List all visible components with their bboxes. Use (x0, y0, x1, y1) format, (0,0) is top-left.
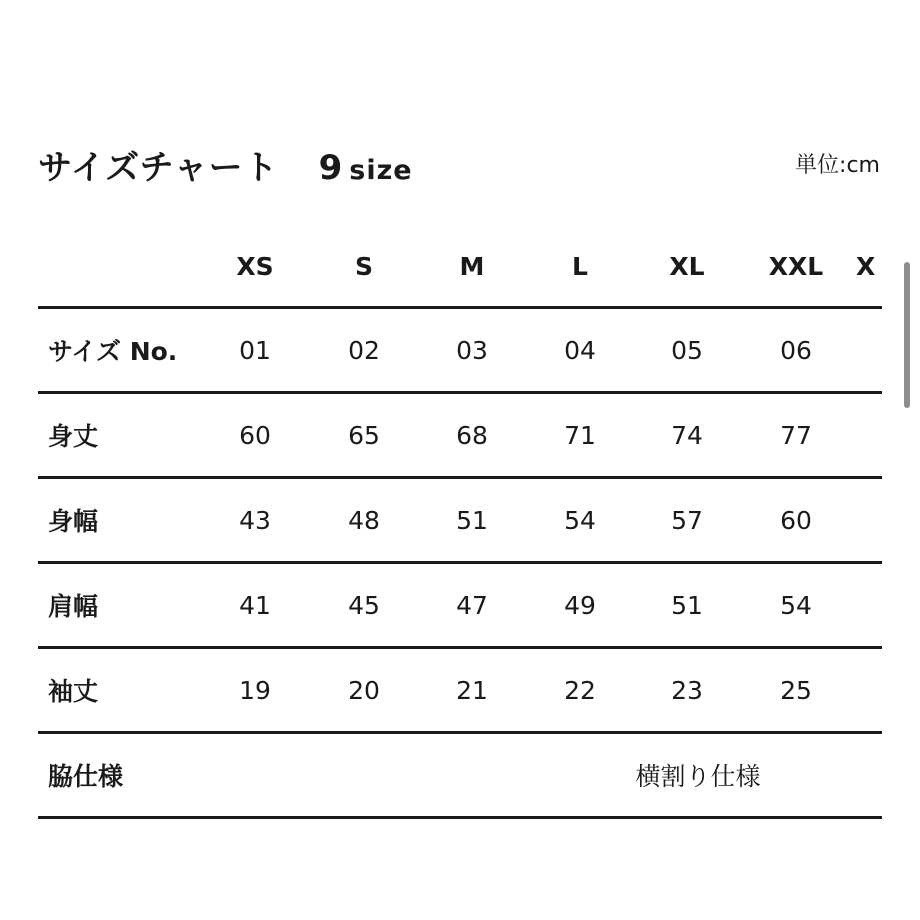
table-header-row (38, 226, 882, 309)
table-cell: 60 (780, 505, 812, 535)
table-cell: 03 (456, 335, 488, 365)
table-cell: 77 (780, 420, 812, 450)
size-header-xxl: XXL (768, 251, 824, 281)
table-cell: 01 (239, 335, 271, 365)
table-cell: 65 (348, 420, 380, 450)
size-count-word: size (349, 155, 413, 186)
size-chart-table (38, 226, 882, 819)
row-label: 脇仕様 (48, 762, 124, 791)
table-cell: 43 (239, 505, 271, 535)
size-header-xl: XL (669, 251, 705, 281)
side-seam-value: 横割り仕様 (635, 762, 761, 791)
table-cell: 25 (780, 675, 812, 705)
table-cell: 54 (564, 505, 596, 535)
table-cell: 49 (564, 590, 596, 620)
table-cell: 48 (348, 505, 380, 535)
table-cell: 51 (671, 590, 703, 620)
row-label: 袖丈 (48, 677, 99, 706)
table-row (38, 564, 882, 649)
table-cell: 45 (348, 590, 380, 620)
table-cell: 60 (239, 420, 271, 450)
size-header-s: S (354, 251, 373, 281)
table-row (38, 309, 882, 394)
horizontal-scroll-indicator[interactable] (904, 262, 910, 408)
page-title (38, 140, 413, 189)
table-cell: 74 (671, 420, 703, 450)
table-cell: 51 (456, 505, 488, 535)
row-label: サイズ No. (48, 337, 178, 366)
table-cell: 04 (564, 335, 596, 365)
size-header-xs: XS (236, 251, 274, 281)
table-cell: 41 (239, 590, 271, 620)
table-cell: 19 (239, 675, 271, 705)
table-row (38, 649, 882, 734)
table-cell: 06 (780, 335, 812, 365)
size-header-m: M (459, 251, 485, 281)
table-cell: 22 (564, 675, 596, 705)
table-row (38, 479, 882, 564)
row-label: 肩幅 (48, 592, 99, 621)
table-cell: 57 (671, 505, 703, 535)
table-cell: 68 (456, 420, 488, 450)
table-cell: 71 (564, 420, 596, 450)
table-cell: 20 (348, 675, 380, 705)
table-cell: 47 (456, 590, 488, 620)
table-cell: 05 (671, 335, 703, 365)
size-count: 9 (318, 148, 344, 188)
size-header-l: L (572, 251, 588, 281)
table-row (38, 394, 882, 479)
row-label: 身丈 (48, 422, 99, 451)
unit-label: 単位:cm (795, 153, 880, 178)
table-cell: 23 (671, 675, 703, 705)
table-cell: 21 (456, 675, 488, 705)
row-label: 身幅 (48, 507, 99, 536)
title-text: サイズチャート (38, 148, 279, 188)
size-header-truncated: X (856, 251, 876, 281)
table-cell: 02 (348, 335, 380, 365)
table-cell: 54 (780, 590, 812, 620)
table-row-side-seam (38, 734, 882, 819)
